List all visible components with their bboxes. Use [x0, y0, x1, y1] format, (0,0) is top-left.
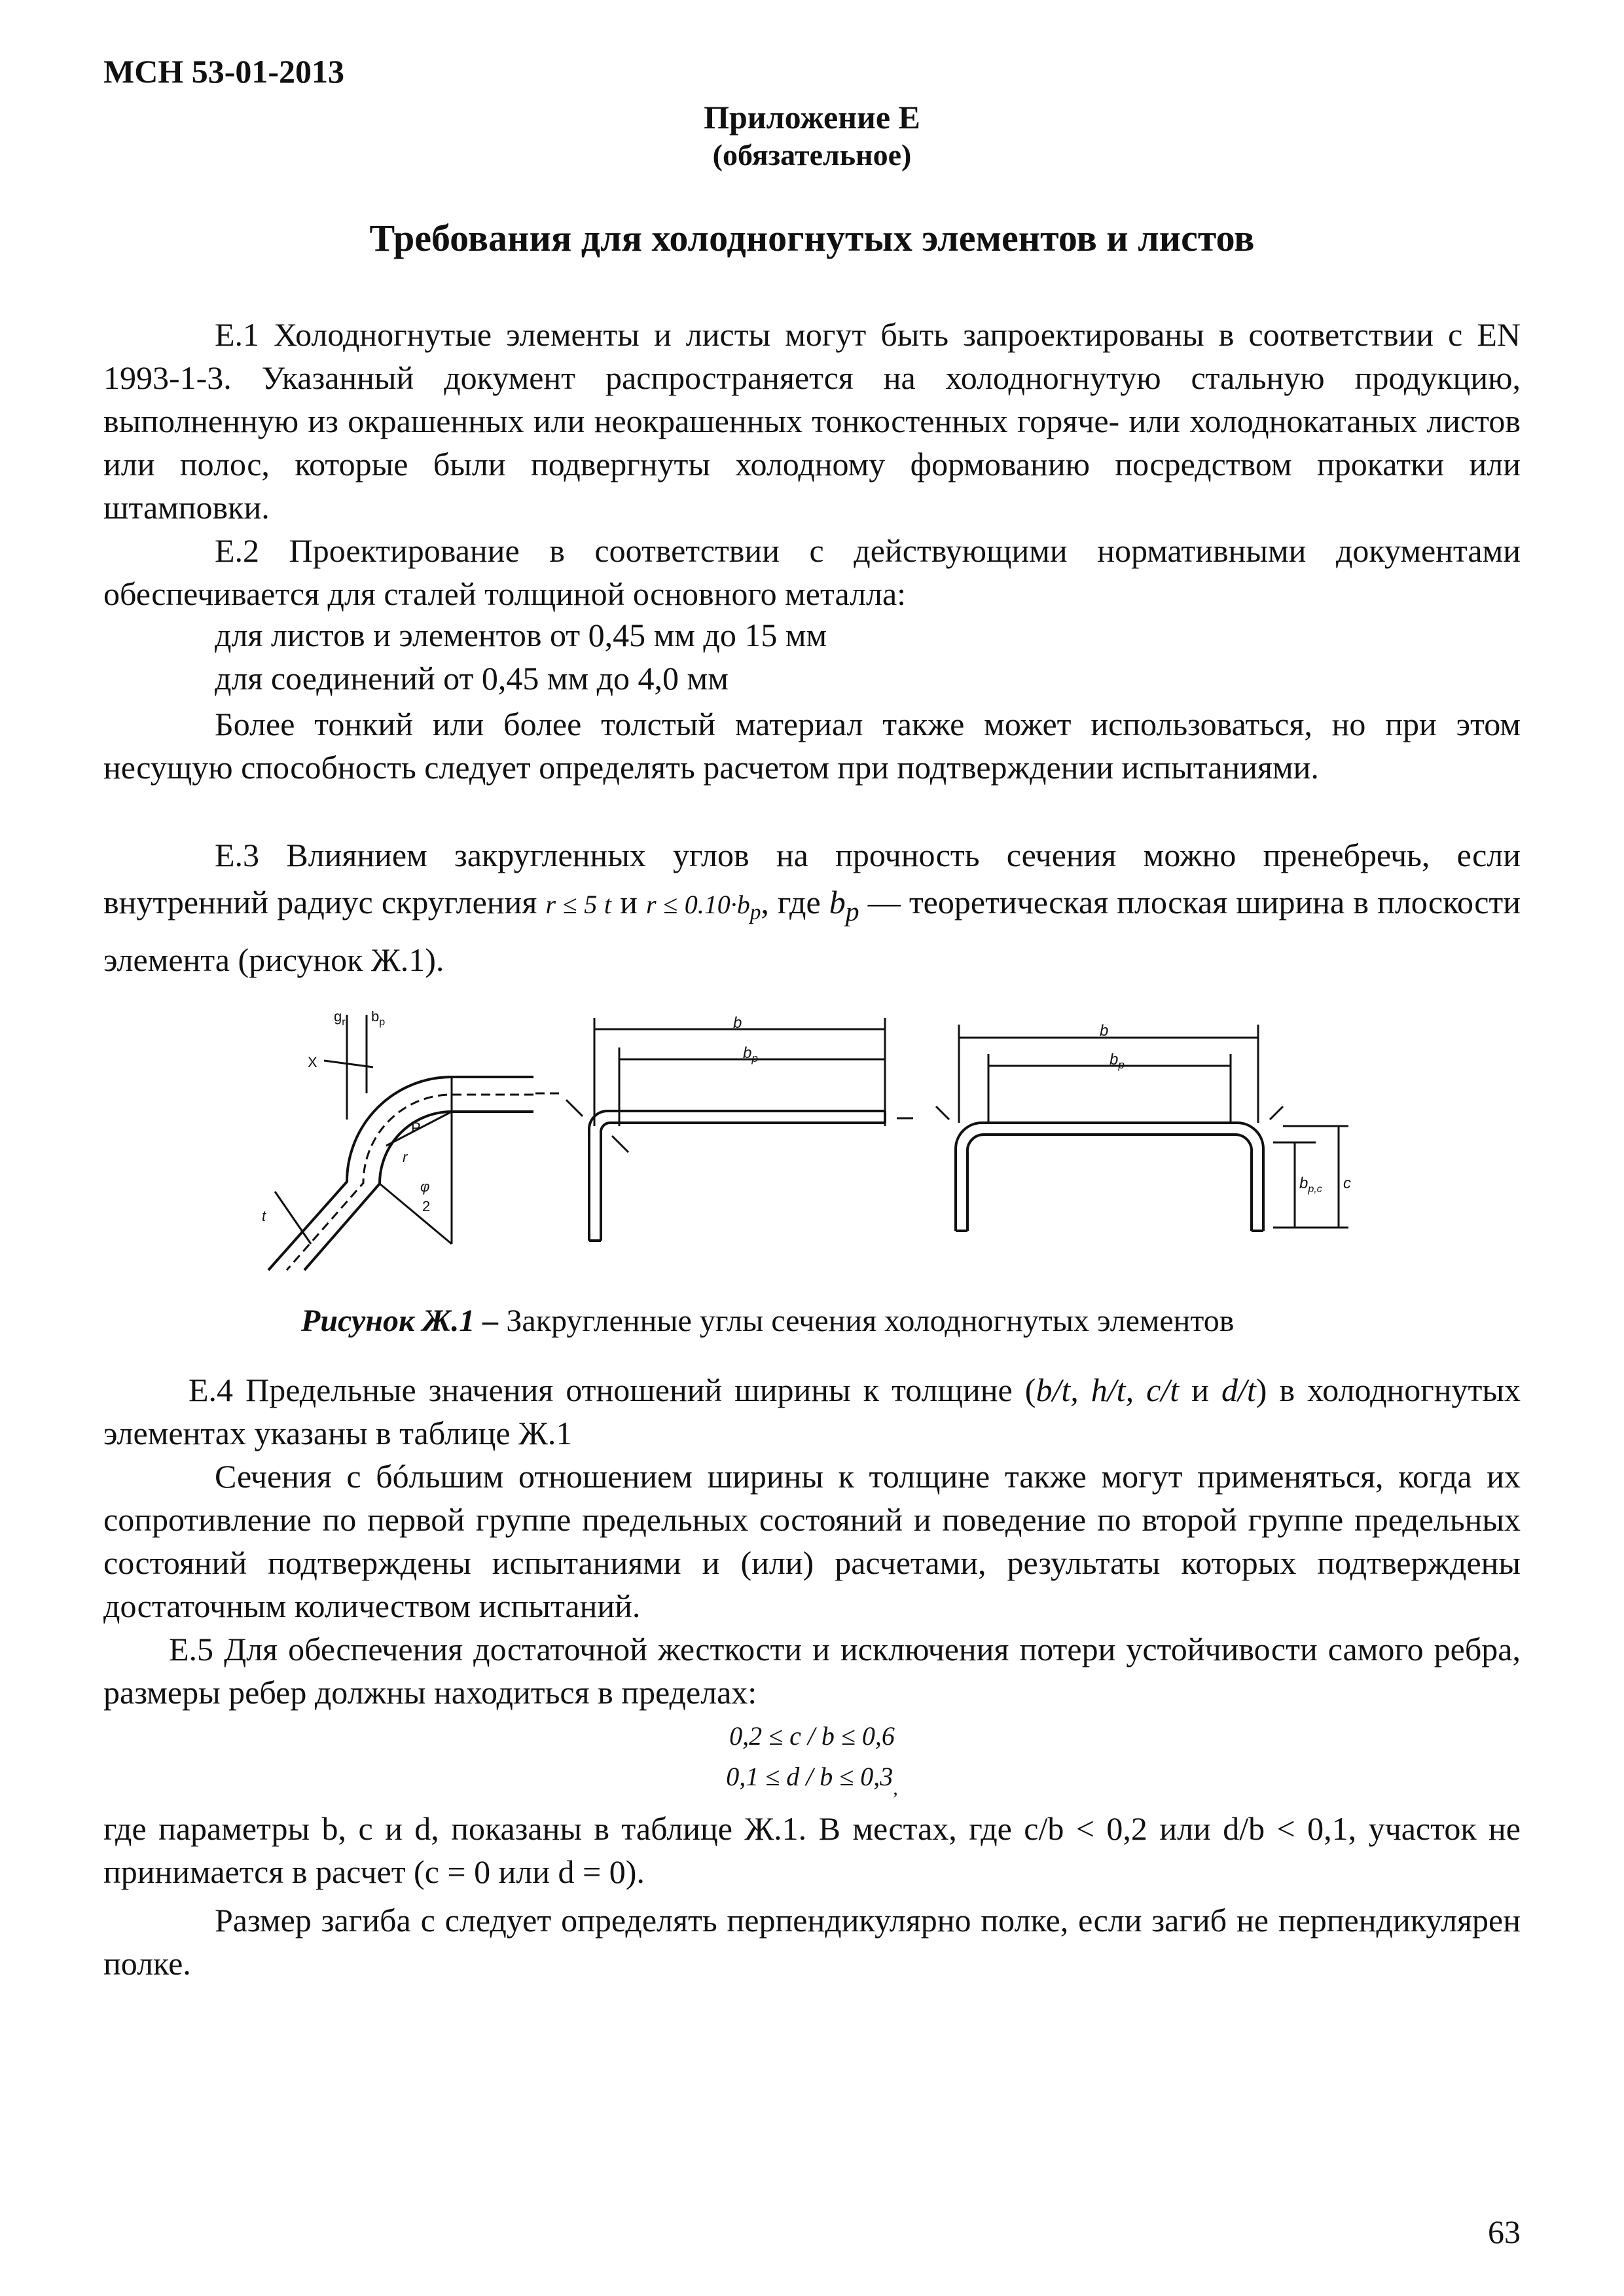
label-bpc: $b_{p,c}$: [1299, 1175, 1322, 1195]
paragraph-e5: Е.5 Для обеспечения достаточной жесткости и исключения потери устойчивости самого ребра, размеры ребер должны находиться в пределах:: [103, 1631, 1521, 1711]
caption-text: Закругленные углы сечения холодногнутых элементов: [498, 1303, 1235, 1338]
list-item: для листов и элементов от 0,45 мм до 15 мм: [215, 617, 827, 653]
document-code: МСН 53-01-2013: [103, 53, 344, 90]
caption-label: Рисунок Ж.1 –: [301, 1303, 499, 1338]
label-bp-right: $b_p$: [1110, 1051, 1125, 1071]
formula-sub: p: [749, 900, 761, 924]
paragraph-e1: Е.1 Холодногнутые элементы и листы могут быть запроектированы в соответствии с EN 1993-1-3. Указанный документ распространяется на холодногнутую стальную продукцию, выполненную из окрашенных или неокрашенных тонкостенных горяче- или холоднокатаных листов или полос, которые были подвергнуты холодному формованию посредством прокатки или штамповки.: [103, 316, 1521, 526]
label-t: t: [262, 1208, 266, 1224]
e4-dt: d/t: [1221, 1372, 1256, 1408]
e3-text-2: , где: [761, 884, 821, 920]
formula-r-5t: r ≤ 5 t: [545, 890, 611, 919]
paragraph-e3: [103, 831, 1521, 983]
symbol-b: b: [829, 884, 846, 920]
appendix-subtitle: (обязательное): [712, 138, 912, 172]
formula-c-b: 0,2 ≤ c / b ≤ 0,6: [729, 1721, 895, 1751]
l-section-outer: [589, 1111, 885, 1241]
label-gr: $g_r$: [334, 1008, 346, 1028]
paragraph-e2-tail: Более тонкий или более толстый материал также может использоваться, но при этом несущую способность следует определять расчетом при подтверждении испытаниями.: [103, 706, 1521, 786]
paragraph-e4-tail: Сечения с бóльшим отношением ширины к толщине также могут применяться, когда их сопротивление по первой группе предельных состояний и поведение по второй группе предельных состояний подтверждены испытаниями и (или) расчетами, результаты которых подтверждены достаточным количеством испытаний.: [103, 1458, 1521, 1624]
label-bp-middle: $b_p$: [743, 1044, 758, 1065]
symbol-bp: [829, 884, 859, 927]
center-line: [287, 1095, 533, 1270]
appendix-title: Приложение Е: [704, 99, 920, 136]
label-phi-den: 2: [422, 1198, 431, 1214]
e4-text-2: ) в холодногнутых элементах указаны в таблице Ж.1: [103, 1372, 1521, 1451]
formula-d-b: [0, 1761, 1624, 1800]
e4-ratios: b/t, h/t, c/t: [1036, 1372, 1180, 1408]
section-title: Требования для холодногнутых элементов и листов: [369, 217, 1255, 259]
paragraph-e2: Е.2 Проектирование в соответствии с действующими нормативными документами обеспечивается для сталей толщиной основного металла:: [103, 532, 1521, 612]
label-x: X: [308, 1054, 317, 1070]
hat-section-outer: [956, 1123, 1263, 1231]
e4-text-1: Е.4 Предельные значения отношений ширины к толщине (: [189, 1372, 1036, 1408]
label-c: c: [1343, 1175, 1351, 1192]
e4-and: и: [1179, 1372, 1221, 1408]
label-bp-small: $b_p$: [371, 1008, 386, 1028]
hat-section-inner: [967, 1135, 1252, 1231]
figure-caption: [301, 1303, 1234, 1339]
paragraph-e4: [103, 1368, 1521, 1455]
e3-text-1: Е.3 Влиянием закругленных углов на прочность сечения можно пренебречь, если внутренний радиус скругления: [103, 837, 1521, 920]
label-p: P: [411, 1120, 421, 1136]
l-section-inner: [601, 1123, 885, 1241]
label-r: r: [403, 1149, 408, 1165]
label-b-middle: b: [733, 1014, 742, 1032]
formula-r-bp: [645, 890, 761, 924]
e3-and: и: [620, 884, 638, 920]
e3-text-3: — теоретическая плоская ширина в плоскости элемента (рисунок Ж.1).: [103, 884, 1521, 978]
paragraph-e5-where: где параметры b, c и d, показаны в таблице Ж.1. В местах, где c/b < 0,2 или d/b < 0,1, участок не принимается в расчет (c = 0 или d = 0).: [103, 1810, 1521, 1890]
formula-comma: ,: [893, 1777, 898, 1799]
symbol-sub: p: [845, 897, 859, 927]
formula-d-b-main: 0,1 ≤ d / b ≤ 0,3: [726, 1762, 893, 1791]
formula-r-bp-main: r ≤ 0.10·b: [645, 890, 750, 919]
page-number: 63: [1488, 2214, 1521, 2250]
list-item: для соединений от 0,45 мм до 4,0 мм: [215, 660, 729, 697]
figure-rounded-corners: [236, 995, 1414, 1277]
label-phi: φ: [420, 1178, 430, 1195]
paragraph-e5-bend: Размер загиба c следует определять перпендикулярно полке, если загиб не перпендикулярен полке.: [103, 1902, 1521, 1982]
label-b-right: b: [1100, 1022, 1109, 1040]
